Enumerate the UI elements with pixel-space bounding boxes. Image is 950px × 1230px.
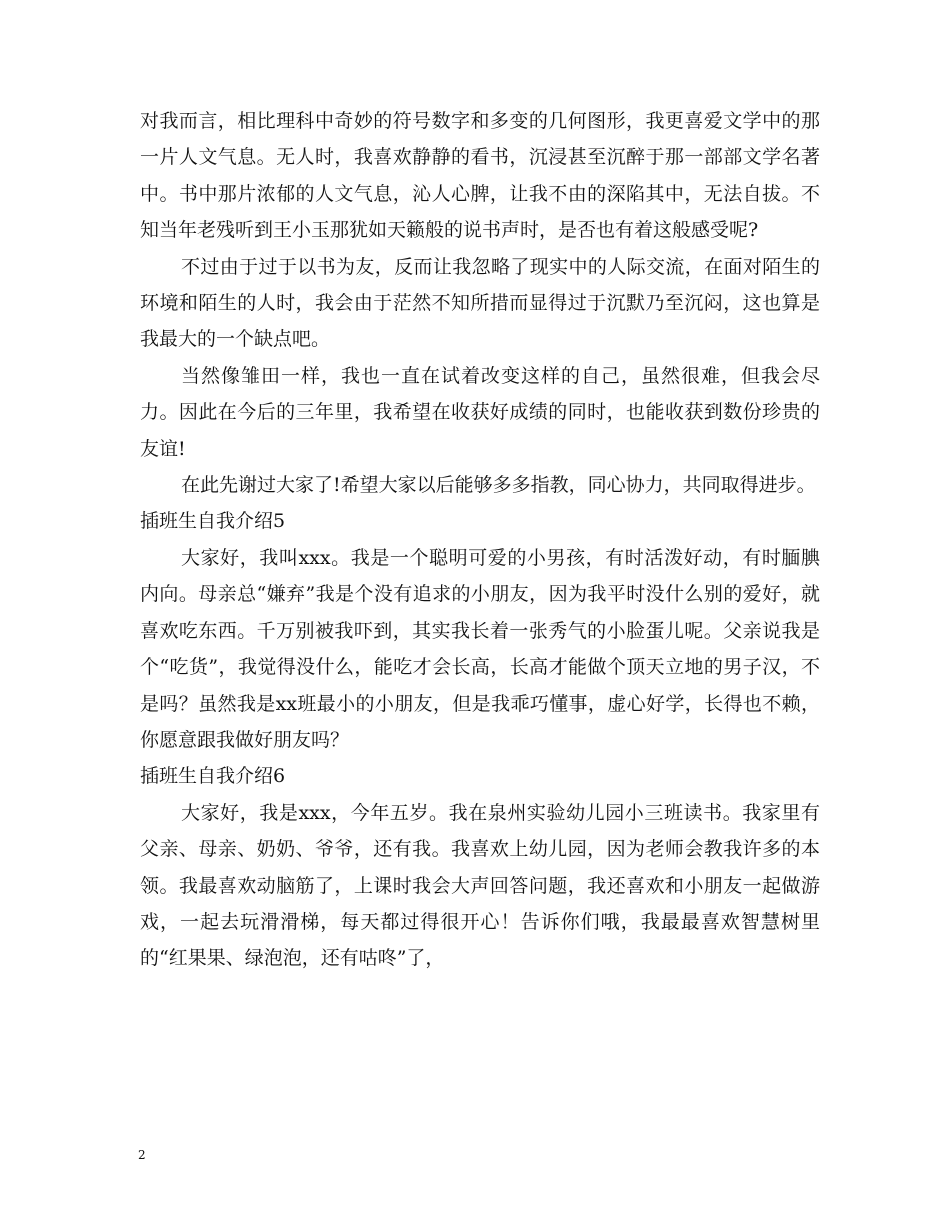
section-heading: 插班生自我介绍6: [140, 765, 286, 788]
document-body: [140, 103, 820, 977]
paragraph: 在此先谢过大家了!希望大家以后能够多多指教，同心协力，共同取得进步。: [181, 474, 816, 497]
paragraph: 对我而言，相比理科中奇妙的符号数字和多变的几何图形，我更喜爱文学中的那一片人文气息。无人时，我喜欢静静的看书，沉浸甚至沉醉于那一部部文学名著中。书中那片浓郁的人文气息，沁人心脾，让我不由的深陷其中，无法自拔。不知当年老残听到王小玉那犹如天籁般的说书声时，是否也有着这般感受呢?: [140, 110, 820, 242]
page-number: 2: [138, 1148, 146, 1162]
paragraph: 大家好，我叫xxx。我是一个聪明可爱的小男孩，有时活泼好动，有时腼腆内向。母亲总“嫌弃”我是个没有追求的小朋友，因为我平时没什么别的爱好，就喜欢吃东西。千万别被我吓到，其实我长着一张秀气的小脸蛋儿呢。父亲说我是个“吃货”，我觉得没什么，能吃才会长高，长高才能做个顶天立地的男子汉，不是吗？虽然我是xx班最小的小朋友，但是我乖巧懂事，虚心好学，长得也不赖，你愿意跟我做好朋友吗？: [140, 546, 820, 751]
paragraph: 大家好，我是xxx，今年五岁。我在泉州实验幼儿园小三班读书。我家里有父亲、母亲、奶奶、爷爷，还有我。我喜欢上幼儿园，因为老师会教我许多的本领。我最喜欢动脑筋了，上课时我会大声回答问题，我还喜欢和小朋友一起做游戏，一起去玩滑滑梯，每天都过得很开心！告诉你们哦，我最最喜欢智慧树里的“红果果、绿泡泡，还有咕咚”了，: [140, 801, 820, 970]
paragraph: 不过由于过于以书为友，反而让我忽略了现实中的人际交流，在面对陌生的环境和陌生的人时，我会由于茫然不知所措而显得过于沉默乃至沉闷，这也算是我最大的一个缺点吧。: [140, 255, 820, 351]
paragraph: 当然像雏田一样，我也一直在试着改变这样的自己，虽然很难，但我会尽力。因此在今后的三年里，我希望在收获好成绩的同时，也能收获到数份珍贵的友谊!: [140, 364, 820, 460]
section-heading: 插班生自我介绍5: [140, 510, 286, 533]
